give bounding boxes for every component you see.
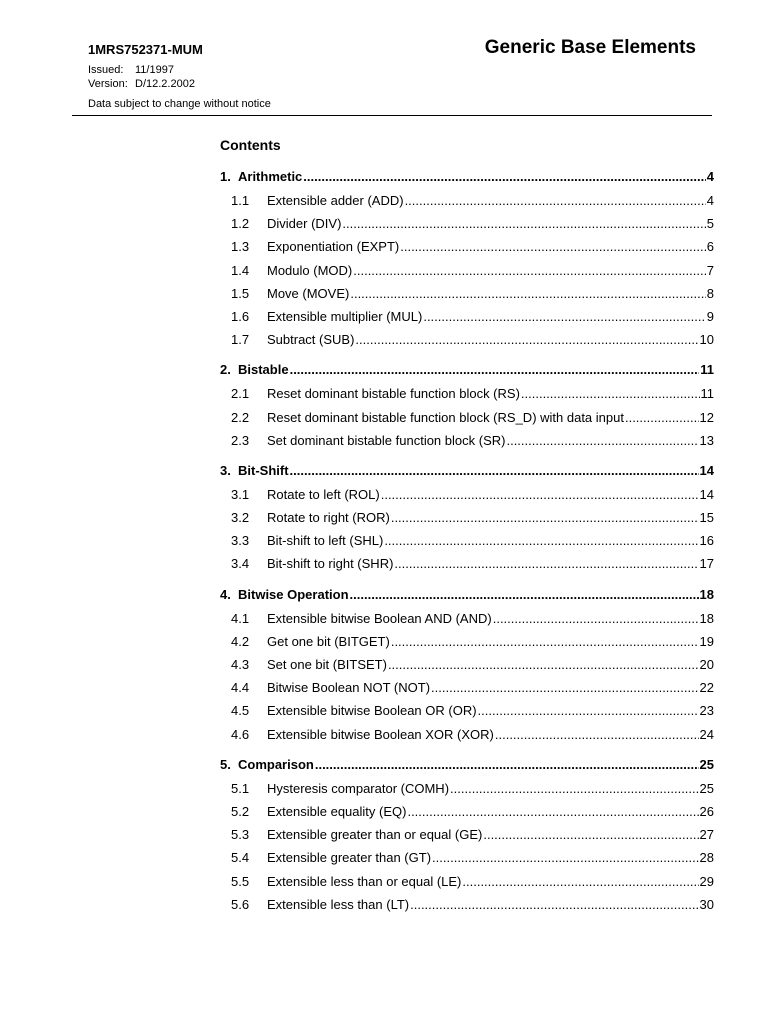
toc-page-number: 29 bbox=[699, 873, 714, 889]
toc-subsection-entry[interactable] bbox=[220, 823, 714, 846]
toc-page-number: 25 bbox=[699, 756, 714, 772]
toc-entry-number: 1.6 bbox=[231, 308, 250, 324]
toc-dot-leader bbox=[495, 723, 699, 746]
toc-subsection-entry[interactable] bbox=[220, 212, 714, 235]
toc-entry-number: 2.3 bbox=[231, 432, 250, 448]
toc-section bbox=[220, 357, 714, 452]
toc-subsection-entry[interactable] bbox=[220, 382, 714, 405]
toc-entry-title: Set dominant bistable function block (SR) bbox=[267, 432, 506, 448]
toc-entry-title: Reset dominant bistable function block (RS_D) with data input bbox=[267, 409, 624, 425]
table-of-contents bbox=[220, 164, 714, 922]
toc-entry-title: Arithmetic bbox=[238, 169, 303, 184]
toc-entry-title: Bistable bbox=[238, 362, 289, 378]
toc-dot-leader bbox=[625, 406, 699, 429]
toc-page-number: 18 bbox=[699, 586, 714, 602]
toc-entry-number: 2.1 bbox=[231, 386, 250, 402]
toc-page-number: 11 bbox=[700, 362, 714, 378]
toc-subsection-entry[interactable] bbox=[220, 552, 714, 575]
toc-page-number: 19 bbox=[699, 633, 714, 649]
toc-page-number: 10 bbox=[699, 332, 714, 348]
toc-dot-leader bbox=[405, 189, 706, 212]
version-value: D/12.2.2002 bbox=[135, 78, 195, 90]
document-id: 1MRS752371-MUM bbox=[88, 42, 203, 57]
toc-dot-leader bbox=[355, 328, 698, 351]
toc-entry-number: 2. bbox=[220, 362, 231, 378]
toc-subsection-entry[interactable] bbox=[220, 235, 714, 258]
toc-entry-number: 1.4 bbox=[231, 262, 250, 278]
toc-entry-title: Modulo (MOD) bbox=[267, 262, 353, 278]
toc-subsection-entry[interactable] bbox=[220, 328, 714, 351]
toc-section bbox=[220, 752, 714, 916]
toc-entry-number: 5.1 bbox=[231, 780, 250, 796]
toc-entry-title: Extensible greater than or equal (GE) bbox=[267, 827, 483, 843]
toc-entry-number: 4.3 bbox=[231, 657, 250, 672]
toc-entry-number: 1.1 bbox=[231, 193, 250, 208]
toc-dot-leader bbox=[391, 506, 699, 529]
toc-page-number: 4 bbox=[706, 169, 714, 184]
contents-heading: Contents bbox=[220, 137, 281, 153]
toc-subsection-entry[interactable] bbox=[220, 777, 714, 800]
toc-entry-number: 4.4 bbox=[231, 680, 250, 696]
toc-entry-title: Rotate to right (ROR) bbox=[267, 510, 390, 526]
toc-entry-number: 5.3 bbox=[231, 827, 250, 843]
version-label: Version: bbox=[88, 78, 128, 90]
toc-page-number: 14 bbox=[699, 486, 714, 502]
toc-dot-leader bbox=[394, 552, 698, 575]
toc-entry-title: Extensible multiplier (MUL) bbox=[267, 308, 423, 324]
toc-page-number: 11 bbox=[700, 386, 714, 402]
toc-page-number: 16 bbox=[699, 533, 714, 549]
toc-dot-leader bbox=[290, 458, 699, 483]
toc-entry-title: Extensible less than or equal (LE) bbox=[267, 873, 462, 889]
toc-entry-title: Bitwise Boolean NOT (NOT) bbox=[267, 680, 431, 696]
toc-entry-number: 3.1 bbox=[231, 486, 250, 502]
toc-subsection-entry[interactable] bbox=[220, 189, 714, 212]
toc-dot-leader bbox=[353, 259, 706, 282]
toc-dot-leader bbox=[506, 429, 698, 452]
toc-page-number: 22 bbox=[699, 680, 714, 696]
toc-page-number: 17 bbox=[699, 556, 714, 572]
toc-entry-number: 5.6 bbox=[231, 896, 250, 912]
toc-entry-number: 4.2 bbox=[231, 633, 250, 649]
toc-page-number: 28 bbox=[699, 850, 714, 866]
toc-dot-leader bbox=[483, 823, 698, 846]
toc-entry-title: Comparison bbox=[238, 756, 314, 772]
toc-subsection-entry[interactable] bbox=[220, 800, 714, 823]
toc-entry-title: Reset dominant bistable function block (RS) bbox=[267, 386, 520, 402]
toc-dot-leader bbox=[450, 777, 699, 800]
toc-dot-leader bbox=[521, 382, 700, 405]
toc-entry-title: Get one bit (BITGET) bbox=[267, 633, 390, 649]
toc-subsection-entry[interactable] bbox=[220, 406, 714, 429]
toc-page-number: 12 bbox=[699, 409, 714, 425]
toc-subsection-entry[interactable] bbox=[220, 630, 714, 653]
toc-section bbox=[220, 582, 714, 746]
toc-subsection-entry[interactable] bbox=[220, 893, 714, 916]
toc-entry-title: Bit-Shift bbox=[238, 462, 289, 478]
toc-chapter-entry[interactable] bbox=[220, 582, 714, 607]
toc-dot-leader bbox=[384, 529, 698, 552]
toc-dot-leader bbox=[315, 752, 699, 777]
toc-entry-title: Extensible greater than (GT) bbox=[267, 850, 432, 866]
toc-page-number: 24 bbox=[699, 726, 714, 742]
toc-entry-number: 4. bbox=[220, 586, 231, 602]
toc-entry-number: 1.7 bbox=[231, 332, 250, 348]
toc-subsection-entry[interactable] bbox=[220, 259, 714, 282]
toc-entry-title: Hysteresis comparator (COMH) bbox=[267, 780, 450, 796]
toc-entry-number: 3. bbox=[220, 462, 231, 478]
toc-page-number: 18 bbox=[699, 610, 714, 626]
toc-entry-title: Extensible bitwise Boolean OR (OR) bbox=[267, 703, 477, 719]
toc-chapter-entry[interactable] bbox=[220, 458, 714, 483]
issued-label: Issued: bbox=[88, 64, 124, 76]
toc-entry-title: Extensible adder (ADD) bbox=[267, 193, 404, 208]
toc-entry-title: Bit-shift to right (SHR) bbox=[267, 556, 394, 572]
toc-page-number: 30 bbox=[699, 896, 714, 912]
header-divider bbox=[72, 115, 712, 116]
toc-entry-title: Move (MOVE) bbox=[267, 285, 350, 301]
toc-entry-number: 5.2 bbox=[231, 803, 250, 819]
toc-dot-leader bbox=[431, 676, 699, 699]
toc-subsection-entry[interactable] bbox=[220, 699, 714, 722]
toc-entry-number: 5.5 bbox=[231, 873, 250, 889]
toc-dot-leader bbox=[350, 582, 699, 607]
toc-dot-leader bbox=[400, 235, 706, 258]
toc-section bbox=[220, 164, 714, 351]
toc-dot-leader bbox=[391, 630, 699, 653]
toc-entry-title: Extensible equality (EQ) bbox=[267, 803, 407, 819]
toc-subsection-entry[interactable] bbox=[220, 305, 714, 328]
toc-page-number: 5 bbox=[706, 216, 714, 232]
toc-page-number: 4 bbox=[706, 193, 714, 208]
toc-dot-leader bbox=[407, 800, 698, 823]
toc-dot-leader bbox=[432, 846, 699, 869]
toc-subsection-entry[interactable] bbox=[220, 676, 714, 699]
toc-subsection-entry[interactable] bbox=[220, 506, 714, 529]
toc-entry-number: 4.5 bbox=[231, 703, 250, 719]
toc-chapter-entry[interactable] bbox=[220, 164, 714, 189]
toc-page-number: 8 bbox=[706, 285, 714, 301]
toc-dot-leader bbox=[290, 357, 700, 382]
version-line bbox=[88, 78, 195, 90]
toc-entry-number: 1.2 bbox=[231, 216, 250, 232]
toc-entry-title: Extensible bitwise Boolean XOR (XOR) bbox=[267, 726, 494, 742]
toc-page-number: 13 bbox=[699, 432, 714, 448]
toc-page-number: 15 bbox=[699, 510, 714, 526]
toc-section bbox=[220, 458, 714, 576]
toc-page-number: 7 bbox=[706, 262, 714, 278]
toc-entry-title: Exponentiation (EXPT) bbox=[267, 239, 400, 255]
toc-chapter-entry[interactable] bbox=[220, 357, 714, 382]
toc-entry-number: 5.4 bbox=[231, 850, 250, 866]
toc-entry-number: 3.3 bbox=[231, 533, 250, 549]
toc-entry-number: 1.3 bbox=[231, 239, 250, 255]
toc-page-number: 27 bbox=[699, 827, 714, 843]
toc-subsection-entry[interactable] bbox=[220, 483, 714, 506]
toc-entry-number: 3.4 bbox=[231, 556, 250, 572]
toc-entry-number: 2.2 bbox=[231, 409, 250, 425]
toc-page-number: 20 bbox=[699, 657, 714, 672]
toc-dot-leader bbox=[388, 653, 699, 676]
toc-dot-leader bbox=[381, 483, 699, 506]
toc-entry-title: Subtract (SUB) bbox=[267, 332, 355, 348]
toc-subsection-entry[interactable] bbox=[220, 723, 714, 746]
issued-line bbox=[88, 64, 174, 76]
toc-entry-number: 1. bbox=[220, 169, 231, 184]
toc-subsection-entry[interactable] bbox=[220, 846, 714, 869]
toc-entry-title: Extensible less than (LT) bbox=[267, 896, 410, 912]
toc-entry-number: 4.1 bbox=[231, 610, 250, 626]
toc-subsection-entry[interactable] bbox=[220, 607, 714, 630]
toc-subsection-entry[interactable] bbox=[220, 529, 714, 552]
document-title: Generic Base Elements bbox=[484, 37, 696, 58]
toc-dot-leader bbox=[462, 870, 698, 893]
toc-page-number: 6 bbox=[706, 239, 714, 255]
toc-entry-number: 3.2 bbox=[231, 510, 250, 526]
toc-subsection-entry[interactable] bbox=[220, 282, 714, 305]
toc-subsection-entry[interactable] bbox=[220, 429, 714, 452]
change-notice: Data subject to change without notice bbox=[88, 98, 271, 110]
toc-entry-title: Bit-shift to left (SHL) bbox=[267, 533, 384, 549]
toc-entry-number: 4.6 bbox=[231, 726, 250, 742]
toc-entry-number: 1.5 bbox=[231, 285, 250, 301]
toc-chapter-entry[interactable] bbox=[220, 752, 714, 777]
toc-subsection-entry[interactable] bbox=[220, 870, 714, 893]
issued-value: 11/1997 bbox=[135, 64, 174, 76]
toc-dot-leader bbox=[493, 607, 699, 630]
toc-dot-leader bbox=[410, 893, 698, 916]
toc-entry-title: Rotate to left (ROL) bbox=[267, 486, 380, 502]
toc-dot-leader bbox=[342, 212, 705, 235]
toc-dot-leader bbox=[478, 699, 699, 722]
toc-entry-number: 5. bbox=[220, 756, 231, 772]
toc-page-number: 26 bbox=[699, 803, 714, 819]
toc-entry-title: Set one bit (BITSET) bbox=[267, 657, 387, 672]
toc-entry-title: Extensible bitwise Boolean AND (AND) bbox=[267, 610, 492, 626]
toc-dot-leader bbox=[303, 164, 705, 189]
toc-page-number: 14 bbox=[699, 462, 714, 478]
toc-dot-leader bbox=[423, 305, 705, 328]
toc-subsection-entry[interactable] bbox=[220, 653, 714, 676]
toc-page-number: 23 bbox=[699, 703, 714, 719]
toc-page-number: 9 bbox=[706, 308, 714, 324]
toc-entry-title: Divider (DIV) bbox=[267, 216, 342, 232]
toc-entry-title: Bitwise Operation bbox=[238, 586, 349, 602]
toc-page-number: 25 bbox=[699, 780, 714, 796]
toc-dot-leader bbox=[350, 282, 705, 305]
